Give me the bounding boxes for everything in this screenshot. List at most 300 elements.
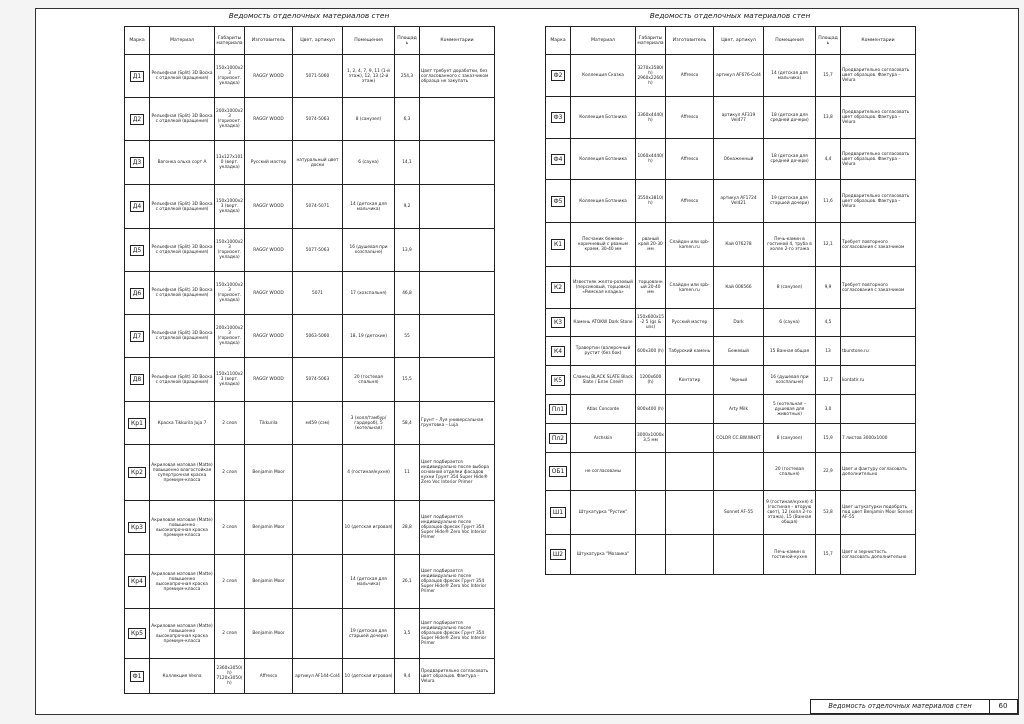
- maker-cell: RAGGY WOOD: [245, 55, 293, 98]
- area-cell: 15,7: [816, 535, 841, 575]
- mark-cell: [125, 445, 150, 501]
- table-row: [125, 445, 495, 501]
- maker-cell: [666, 453, 714, 491]
- mark-label: К4: [551, 346, 565, 357]
- color-cell: Бежевый: [714, 337, 764, 366]
- column-header: Габариты материала: [636, 27, 666, 55]
- table-row: [546, 366, 916, 395]
- table-row: [125, 358, 495, 402]
- size-cell: 2 слоя: [215, 555, 245, 609]
- comment-cell: Предварительно согласовать цвет образцов. Фактура – Velura: [420, 659, 495, 694]
- column-header: Марка: [125, 27, 150, 55]
- mark-label: К1: [551, 239, 565, 250]
- mark-label: Кр2: [128, 467, 146, 478]
- area-cell: 53,8: [816, 491, 841, 535]
- comment-cell: [420, 185, 495, 229]
- color-cell: Кай 006566: [714, 267, 764, 309]
- right-materials-table: [545, 26, 916, 575]
- color-cell: [293, 609, 343, 659]
- material-cell: Коллекция Сказка: [571, 55, 636, 97]
- color-cell: Sonnet AF-55: [714, 491, 764, 535]
- rooms-cell: 18, 19 (детские): [343, 315, 395, 358]
- rooms-cell: 3 (холл/тамбур/гардероб), 5 (котельная): [343, 402, 395, 445]
- rooms-cell: 18 (детская для средней дочери): [764, 97, 816, 139]
- maker-cell: [666, 424, 714, 453]
- table-row: [546, 491, 916, 535]
- column-header: Помещения: [343, 27, 395, 55]
- table-row: [546, 309, 916, 337]
- color-cell: 5063-5060: [293, 315, 343, 358]
- table-row: [546, 97, 916, 139]
- table-row: [125, 609, 495, 659]
- material-cell: Сланец BLACK SLATE Black Slate / Блэк Слейт: [571, 366, 636, 395]
- rooms-cell: 14 (детская для мальчика): [343, 185, 395, 229]
- color-cell: Arty Milk: [714, 395, 764, 424]
- color-cell: COLOR CC.BW.WHXT: [714, 424, 764, 453]
- mark-cell: [125, 609, 150, 659]
- area-cell: 58,4: [395, 402, 420, 445]
- table-row: [125, 229, 495, 272]
- area-cell: 3,5: [395, 609, 420, 659]
- mark-cell: [125, 358, 150, 402]
- mark-label: К3: [551, 317, 565, 328]
- rooms-cell: 19 (детская для старшей дочери): [764, 180, 816, 223]
- rooms-cell: 9 (гостиная/кухня) 4 (гостиная – вторую свет), 12 (холл 2-го этажа), 15 (Ванная общая): [764, 491, 816, 535]
- rooms-cell: Печь-камин в гостиной 4, труба в холле 2-го этажа: [764, 223, 816, 267]
- title-block: [810, 699, 1018, 714]
- material-cell: Травертин (валерочный рустит (без бок): [571, 337, 636, 366]
- material-cell: Вагонка ольха сорт А: [150, 141, 215, 185]
- material-cell: Atlas Concorde: [571, 395, 636, 424]
- size-cell: 800х400 (h): [636, 395, 666, 424]
- mark-label: К5: [551, 375, 565, 386]
- title-block-name: Ведомость отделочных материалов стен: [811, 700, 990, 713]
- material-cell: Акриловая матовая (Matte) повышенно высокопрочная краска премиум-класса: [150, 609, 215, 659]
- maker-cell: Benjamin Moor: [245, 609, 293, 659]
- color-cell: Dark: [714, 309, 764, 337]
- color-cell: Черный: [714, 366, 764, 395]
- table-row: [125, 555, 495, 609]
- comment-cell: [420, 141, 495, 185]
- table-row: [125, 402, 495, 445]
- column-header: Площадь: [395, 27, 420, 55]
- size-cell: 3360х4440(h): [636, 97, 666, 139]
- table-row: [125, 98, 495, 141]
- area-cell: 12,7: [816, 366, 841, 395]
- material-cell: Камень ATOKW Dark Stone: [571, 309, 636, 337]
- table-row: [546, 395, 916, 424]
- page-number: 60: [998, 702, 1008, 710]
- comment-cell: Грунт – Луя универсальная грунтовка – Lujа: [420, 402, 495, 445]
- size-cell: [636, 453, 666, 491]
- mark-cell: [546, 267, 571, 309]
- maker-cell: Tikkurila: [245, 402, 293, 445]
- color-cell: [714, 535, 764, 575]
- comment-cell: Предварительно согласовать цвет образцов. Фактура – Velura: [841, 55, 916, 97]
- mark-cell: [125, 659, 150, 694]
- comment-cell: Предварительно согласовать цвет образцов. Фактура – Velura: [841, 97, 916, 139]
- table-row: [125, 141, 495, 185]
- color-cell: 5074-5063: [293, 98, 343, 141]
- table-row: [125, 501, 495, 555]
- mark-cell: [546, 180, 571, 223]
- area-cell: 254,3: [395, 55, 420, 98]
- mark-cell: [546, 453, 571, 491]
- area-cell: 11,6: [816, 180, 841, 223]
- color-cell: [293, 555, 343, 609]
- material-cell: Рельефная (Split) 3D Воска с отделкой (вращения): [150, 358, 215, 402]
- mark-cell: [125, 98, 150, 141]
- comment-cell: Цвет подбирается индивидуально после образцов фресок Грунт 354 Super Hide® Zero Voc Interior Primer: [420, 555, 495, 609]
- size-cell: 600х300 (h): [636, 337, 666, 366]
- mark-label: Кр1: [128, 418, 146, 429]
- table-row: [125, 272, 495, 315]
- rooms-cell: 18 (детская для средней дочери): [764, 139, 816, 180]
- area-cell: 12,1: [816, 223, 841, 267]
- rooms-cell: 10 (детская игровая): [343, 501, 395, 555]
- area-cell: 4,4: [816, 139, 841, 180]
- table-row: [546, 55, 916, 97]
- rooms-cell: 16 (душевая при хозспальне): [343, 229, 395, 272]
- area-cell: 4,5: [816, 309, 841, 337]
- maker-cell: Контатир: [666, 366, 714, 395]
- mark-cell: [546, 139, 571, 180]
- size-cell: 150х600х15-2 5 (gs & uns): [636, 309, 666, 337]
- comment-cell: Цвет подбирается индивидуально после образцов фресок Грунт 354 Super Hide® Zero Voc Interior Primer: [420, 501, 495, 555]
- material-cell: Коллекция Vesna: [150, 659, 215, 694]
- size-cell: [636, 491, 666, 535]
- area-cell: 14,1: [395, 141, 420, 185]
- size-cell: 1060х4440(h): [636, 139, 666, 180]
- maker-cell: Affresco: [666, 55, 714, 97]
- column-header: Комментарии: [841, 27, 916, 55]
- color-cell: 5077-5063: [293, 229, 343, 272]
- comment-cell: Цвет штукатурки подобрать под цвет Benjamin Moor Sonnet AF-55: [841, 491, 916, 535]
- area-cell: 3,0: [816, 395, 841, 424]
- mark-cell: [125, 315, 150, 358]
- table-row: [125, 55, 495, 98]
- comment-cell: 7 листов 3000х1000: [841, 424, 916, 453]
- area-cell: 55: [395, 315, 420, 358]
- column-header: Площадь: [816, 27, 841, 55]
- table-row: [125, 185, 495, 229]
- comment-cell: [420, 98, 495, 141]
- mark-cell: [546, 97, 571, 139]
- maker-cell: Affresco: [666, 97, 714, 139]
- mark-label: Кр4: [128, 576, 146, 587]
- left-header-row: [125, 27, 495, 55]
- mark-cell: [546, 223, 571, 267]
- size-cell: 200х1000х23 (горизонт. укладка): [215, 98, 245, 141]
- comment-cell: Цвет и зернистость согласовать дополнительно: [841, 535, 916, 575]
- table-row: [546, 180, 916, 223]
- maker-cell: Affresco: [666, 139, 714, 180]
- material-cell: Коллекция Ботаника: [571, 139, 636, 180]
- color-cell: 5074-5063: [293, 358, 343, 402]
- size-cell: 2 слоя: [215, 445, 245, 501]
- mark-cell: [125, 501, 150, 555]
- comment-cell: Цвет подбирается индивидуально после выбора основной отделки фасадов кухни Грунт 354 Super Hide® Zero Voc Interior Primer: [420, 445, 495, 501]
- rooms-cell: 19 (детская для старшей дочери): [343, 609, 395, 659]
- comment-cell: [420, 229, 495, 272]
- color-cell: [293, 445, 343, 501]
- material-cell: Рельефная (Split) 3D Воска с отделкой (вращения): [150, 315, 215, 358]
- mark-cell: [125, 141, 150, 185]
- area-cell: 15,7: [816, 55, 841, 97]
- mark-cell: [546, 337, 571, 366]
- mark-label: Д8: [130, 374, 145, 385]
- material-cell: не согласованы: [571, 453, 636, 491]
- area-cell: 9,9: [816, 267, 841, 309]
- rooms-cell: 17 (хозспальня): [343, 272, 395, 315]
- mark-label: Ф3: [551, 112, 566, 123]
- column-header: Материал: [150, 27, 215, 55]
- mark-label: Пл1: [549, 404, 567, 415]
- area-cell: 15,9: [816, 424, 841, 453]
- table-row: [125, 315, 495, 358]
- rooms-cell: 20 (гостевая спальня): [764, 453, 816, 491]
- right-table-title: Ведомость отделочных материалов стен: [649, 11, 811, 20]
- comment-cell: tburstone.ru: [841, 337, 916, 366]
- area-cell: 6,3: [395, 98, 420, 141]
- mark-label: Д5: [130, 245, 145, 256]
- size-cell: 2 слоя: [215, 501, 245, 555]
- table-row: [546, 223, 916, 267]
- size-cell: торцованный 20-40 мм: [636, 267, 666, 309]
- mark-cell: [546, 366, 571, 395]
- color-cell: 5071: [293, 272, 343, 315]
- column-header: Габариты материала: [215, 27, 245, 55]
- mark-label: Д4: [130, 201, 145, 212]
- size-cell: 150х1000х23 (горизонт. укладка): [215, 55, 245, 98]
- material-cell: Рельефная (Split) 3D Воска с отделкой (вращения): [150, 185, 215, 229]
- comment-cell: [841, 395, 916, 424]
- size-cell: 13х127х1010 (верт. укладка): [215, 141, 245, 185]
- mark-cell: [125, 229, 150, 272]
- mark-cell: [546, 309, 571, 337]
- mark-label: Д7: [130, 331, 145, 342]
- maker-cell: [666, 535, 714, 575]
- area-cell: 26,1: [395, 555, 420, 609]
- color-cell: артикул AF1724 Vel421: [714, 180, 764, 223]
- material-cell: Штукатурка "Мозаика": [571, 535, 636, 575]
- size-cell: 3000х1000х 3,5 мм: [636, 424, 666, 453]
- material-cell: Штукатурка "Рустик": [571, 491, 636, 535]
- column-header: Цвет, артикул: [293, 27, 343, 55]
- mark-cell: [546, 535, 571, 575]
- left-materials-table: [124, 26, 495, 694]
- maker-cell: Benjamin Moor: [245, 555, 293, 609]
- comment-cell: Цвет требует доработки, без согласованного с заказчиком образца не закупать: [420, 55, 495, 98]
- column-header: Комментарии: [420, 27, 495, 55]
- size-cell: 1200х600 (h): [636, 366, 666, 395]
- mark-label: Д2: [130, 114, 145, 125]
- maker-cell: Affresco: [245, 659, 293, 694]
- maker-cell: Русский мастер: [245, 141, 293, 185]
- size-cell: рваный край 20-30 мм: [636, 223, 666, 267]
- mark-label: Ф2: [551, 70, 566, 81]
- maker-cell: Русский мастер: [666, 309, 714, 337]
- left-table-title: Ведомость отделочных материалов стен: [228, 11, 390, 20]
- comment-cell: Требует повторного согласования с заказчиком: [841, 267, 916, 309]
- comment-cell: kontatir.ru: [841, 366, 916, 395]
- color-cell: 5074-5071: [293, 185, 343, 229]
- material-cell: Коллекция Ботаника: [571, 180, 636, 223]
- maker-cell: Benjamin Moor: [245, 501, 293, 555]
- rooms-cell: 10 (детская игровая): [343, 659, 395, 694]
- maker-cell: [666, 491, 714, 535]
- maker-cell: Cлайдон или spb-kamen.ru: [666, 267, 714, 309]
- maker-cell: RAGGY WOOD: [245, 315, 293, 358]
- comment-cell: Цвет подбирается индивидуально после образцов фресок Грунт 354 Super Hide® Zero Voc Interior Primer: [420, 609, 495, 659]
- rooms-cell: 6 (сауна): [764, 309, 816, 337]
- material-cell: Акриловая матовая (Matte) повышенно высокопрочная краска премиум-класса: [150, 501, 215, 555]
- maker-cell: Табурский камень: [666, 337, 714, 366]
- rooms-cell: 16 (душевая при хозспальне): [764, 366, 816, 395]
- mark-label: Кр3: [128, 522, 146, 533]
- color-cell: Кай 076278: [714, 223, 764, 267]
- size-cell: 150х1000х23 (горизонт. укладка): [215, 272, 245, 315]
- size-cell: 2 слоя: [215, 609, 245, 659]
- material-cell: Archskin: [571, 424, 636, 453]
- mark-label: Д6: [130, 288, 145, 299]
- maker-cell: RAGGY WOOD: [245, 358, 293, 402]
- size-cell: 2360х3050(h) 7120х3050(h): [215, 659, 245, 694]
- rooms-cell: 14 (детская для мальчика): [343, 555, 395, 609]
- mark-label: ОБ1: [549, 466, 568, 477]
- mark-label: Ф1: [130, 671, 145, 682]
- maker-cell: Cлайдон или spb-kamen.ru: [666, 223, 714, 267]
- mark-cell: [125, 555, 150, 609]
- size-cell: 3550х3810(h): [636, 180, 666, 223]
- area-cell: 22,9: [816, 453, 841, 491]
- size-cell: 3270х3580(h) 2960х2260(h): [636, 55, 666, 97]
- mark-label: Д3: [130, 157, 145, 168]
- material-cell: Акриловая матовая (Matte) повышенно влагостойкая супертрочная краска премиум-класса: [150, 445, 215, 501]
- mark-cell: [546, 395, 571, 424]
- rooms-cell: 8 (санузел): [764, 424, 816, 453]
- table-row: [546, 453, 916, 491]
- comment-cell: Предварительно согласовать цвет образцов. Фактура – Velura: [841, 180, 916, 223]
- mark-cell: [125, 402, 150, 445]
- material-cell: Краска Tikkurila Juja 7: [150, 402, 215, 445]
- material-cell: Акриловая матовая (Matte) повышенно высокопрочная краска премиум-класса: [150, 555, 215, 609]
- color-cell: артикул AF319 Vel477: [714, 97, 764, 139]
- area-cell: 9,4: [395, 659, 420, 694]
- area-cell: 46,8: [395, 272, 420, 315]
- column-header: Помещения: [764, 27, 816, 55]
- mark-label: Ш1: [550, 507, 566, 518]
- mark-label: Кр5: [128, 628, 146, 639]
- column-header: Изготовитель: [245, 27, 293, 55]
- color-cell: 5071-5060: [293, 55, 343, 98]
- area-cell: 15,5: [395, 358, 420, 402]
- mark-cell: [125, 185, 150, 229]
- size-cell: 2 слоя: [215, 402, 245, 445]
- rooms-cell: 1, 2, 4, 7, 9, 11 (1-й этаж), 12, 13 (2-й этаж): [343, 55, 395, 98]
- maker-cell: Benjamin Moor: [245, 445, 293, 501]
- maker-cell: RAGGY WOOD: [245, 229, 293, 272]
- rooms-cell: 4 (гостиная/кухня): [343, 445, 395, 501]
- column-header: Изготовитель: [666, 27, 714, 55]
- mark-label: Ф4: [551, 154, 566, 165]
- mark-label: Пл2: [549, 433, 567, 444]
- color-cell: натуральный цвет доски: [293, 141, 343, 185]
- mark-cell: [546, 491, 571, 535]
- table-row: [546, 267, 916, 309]
- right-header-row: [546, 27, 916, 55]
- mark-label: Ф5: [551, 196, 566, 207]
- size-cell: 150х1000х23 (горизонт. укладка): [215, 229, 245, 272]
- color-cell: артикул AF676-Col4: [714, 55, 764, 97]
- area-cell: 13: [816, 337, 841, 366]
- table-row: [546, 337, 916, 366]
- comment-cell: [420, 315, 495, 358]
- area-cell: 9,2: [395, 185, 420, 229]
- comment-cell: Предварительно согласовать цвет образцов. Фактура – Velura: [841, 139, 916, 180]
- maker-cell: RAGGY WOOD: [245, 185, 293, 229]
- color-cell: [293, 501, 343, 555]
- rooms-cell: 20 (гостевая спальня): [343, 358, 395, 402]
- comment-cell: [420, 272, 495, 315]
- comment-cell: Цвет и фактуру согласовать дополнительно: [841, 453, 916, 491]
- mark-label: Д1: [130, 71, 145, 82]
- rooms-cell: 14 (детская для мальчика): [764, 55, 816, 97]
- rooms-cell: 6 (сауна): [343, 141, 395, 185]
- area-cell: 28,8: [395, 501, 420, 555]
- color-cell: артикул AF144-Col4: [293, 659, 343, 694]
- table-row: [546, 424, 916, 453]
- maker-cell: RAGGY WOOD: [245, 272, 293, 315]
- size-cell: [636, 535, 666, 575]
- mark-cell: [125, 272, 150, 315]
- mark-cell: [546, 424, 571, 453]
- comment-cell: Требует повторного согласования с заказчиком: [841, 223, 916, 267]
- material-cell: Рельефная (Split) 3D Воска с отделкой (вращения): [150, 229, 215, 272]
- rooms-cell: 8 (санузел): [764, 267, 816, 309]
- column-header: Цвет, артикул: [714, 27, 764, 55]
- comment-cell: [841, 309, 916, 337]
- rooms-cell: 15 Ванная общая: [764, 337, 816, 366]
- table-row: [125, 659, 495, 694]
- mark-label: Ш2: [550, 549, 566, 560]
- material-cell: Песчаник бежево-коричневый с рваным краем, 30-40 мм: [571, 223, 636, 267]
- table-row: [546, 535, 916, 575]
- size-cell: 150х1100х23 (верт. укладка): [215, 358, 245, 402]
- mark-cell: [125, 55, 150, 98]
- material-cell: Рельефная (Split) 3D Воска с отделкой (вращения): [150, 55, 215, 98]
- material-cell: Коллекция Ботаника: [571, 97, 636, 139]
- mark-label: К2: [551, 282, 565, 293]
- material-cell: Известняк желто-розовый (персиковый, торцовка) «Римская кладка»: [571, 267, 636, 309]
- mark-cell: [546, 55, 571, 97]
- area-cell: 13,9: [395, 229, 420, 272]
- comment-cell: [420, 358, 495, 402]
- material-cell: Рельефная (Split) 3D Воска с отделкой (вращения): [150, 272, 215, 315]
- color-cell: [714, 453, 764, 491]
- rooms-cell: Печь-камин в гостиной-кухне: [764, 535, 816, 575]
- column-header: Марка: [546, 27, 571, 55]
- maker-cell: Affresco: [666, 180, 714, 223]
- maker-cell: RAGGY WOOD: [245, 98, 293, 141]
- table-row: [546, 139, 916, 180]
- rooms-cell: 8 (санузел): [343, 98, 395, 141]
- size-cell: 200х1000х23 (горизонт. укладка): [215, 315, 245, 358]
- color-cell: Обнаженный: [714, 139, 764, 180]
- size-cell: 150х1000х23 (верт. укладка): [215, 185, 245, 229]
- color-cell: м459 (сэм): [293, 402, 343, 445]
- material-cell: Рельефная (Split) 3D Воска с отделкой (вращения): [150, 98, 215, 141]
